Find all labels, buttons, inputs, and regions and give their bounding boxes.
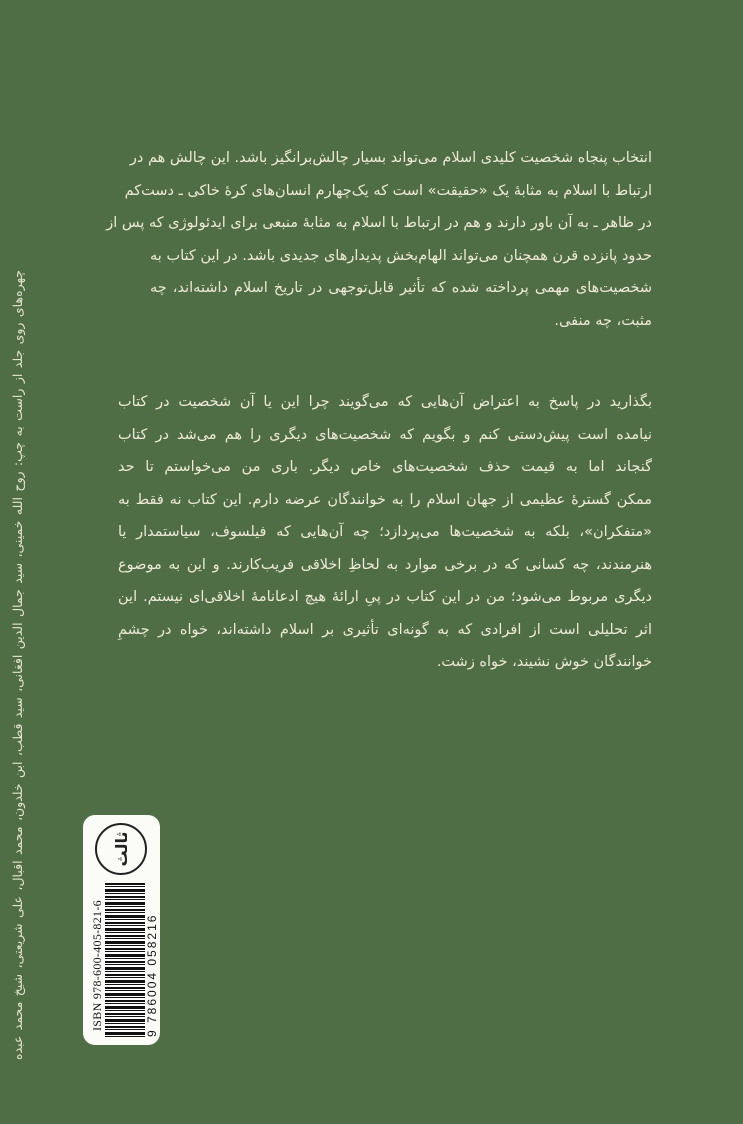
- text-line: حدود پانزده قرن همچنان می‌تواند الهام‌بخش پدیدارهای جدیدی باشد. در این کتاب به: [150, 247, 652, 264]
- barcode-digits: 9 786004 058216: [145, 913, 159, 1037]
- text-line: اثر تحلیلی است از افرادی که به گونه‌ای تأثیری بر اسلام داشته‌اند، خواه در چشمِ: [118, 621, 652, 638]
- barcode-panel: [83, 815, 160, 1045]
- text-line: نیامده است پیش‌دستی کنم و بگویم که شخصیت‌های دیگری را هم می‌شد در کتاب: [118, 426, 652, 443]
- text-line: مثبت، چه منفی.: [554, 312, 652, 329]
- cover-faces-caption: چهره‌های روی جلد از راست به چپ: روح الله خمینی، سید جمال الدین افغانی، سید قطب، ابن خلدون، محمد اقبال، علی شریعتی، شیخ محمد عبده: [10, 270, 25, 1060]
- text-line: خوانندگان خوش نشیند، خواه زشت.: [436, 654, 652, 670]
- text-line: دیگری مربوط می‌شود؛ من در این کتاب در پیِ ارائهٔ هیچ ادعانامهٔ اخلاقی‌ای نیستم. این: [118, 589, 652, 605]
- text-line: شخصیت‌های مهمی پرداخته شده که تأثیر قابل‌توجهی در تاریخ اسلام داشته‌اند، چه: [150, 280, 652, 296]
- text-line: گنجاند اما به قیمت حذف شخصیت‌های خاص دیگر. باری من می‌خواستم تا حد: [118, 459, 652, 475]
- isbn-text: ISBN 978-600-405-821-6: [90, 900, 104, 1031]
- text-line: در ظاهر ـ به آن باور دارند و هم در ارتباط با اسلام به مثابهٔ منبعی برای ایدئولوژی که پس از: [106, 215, 652, 231]
- text-line: ارتباط با اسلام به مثابهٔ یک «حقیقت» است که یک‌چهارم انسان‌های کرهٔ خاکی ـ دست‌کم: [124, 182, 652, 199]
- barcode-icon: [105, 883, 145, 1038]
- publisher-logo-icon: ثالث: [95, 823, 147, 875]
- text-line: انتخاب پنجاه شخصیت کلیدی اسلام می‌تواند بسیار چالش‌برانگیز باشد. این چالش هم در: [129, 150, 652, 166]
- intro-paragraph: [106, 142, 652, 337]
- text-line: «متفکران»، بلکه به شخصیت‌ها می‌پردازد؛ چه آن‌هایی که فیلسوف، سیاستمدار یا: [118, 524, 652, 540]
- text-line: ممکن گسترهٔ عظیمی از جهان اسلام را به خوانندگان عرضه دارم. این کتاب نه فقط به: [118, 491, 652, 508]
- text-line: هنرمندند، چه کسانی که در برخی موارد به لحاظِ اخلاقی فریب‌کارند. و این به موضوع: [118, 556, 652, 573]
- text-line: بگذارید در پاسخ به اعتراض آن‌هایی که می‌گویند چرا این یا آن شخصیت در کتاب: [118, 394, 652, 410]
- second-paragraph: [118, 386, 652, 679]
